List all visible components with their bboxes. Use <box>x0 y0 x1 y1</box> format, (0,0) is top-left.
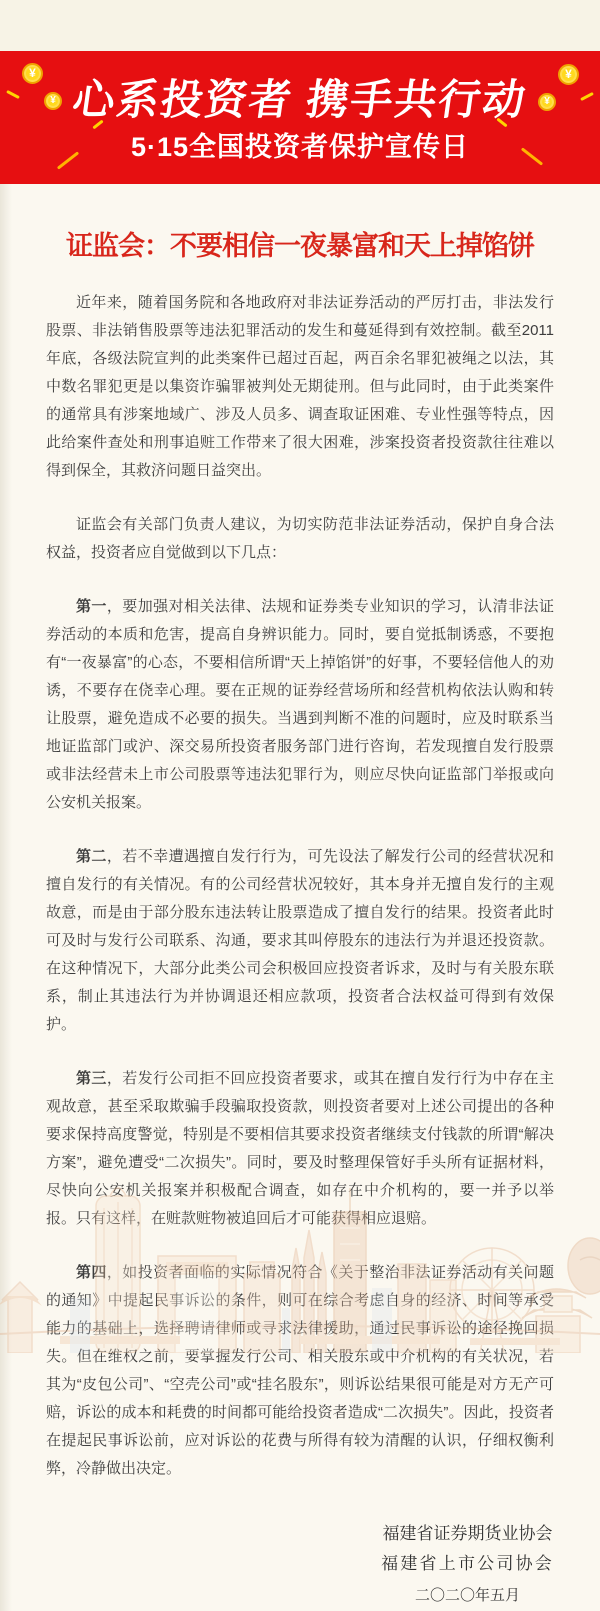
paragraph-point-3 <box>46 1065 554 1233</box>
paragraph-text: ，若不幸遭遇擅自发行行为，可先设法了解发行公司的经营状况和擅自发行的有关情况。有的公司经营状况较好，其本身并无擅自发行的主观故意，而是由于部分股东违法转让股票造成了擅自发行的结果。投资者此时可及时与发行公司联系、沟通，要求其叫停股东的违法行为并退还投资款。在这种情况下，大部分此类公司会积极回应投资者诉求，及时与有关股东联系，制止其违法行为并协调退还相应款项，投资者合法权益可得到有效保护。 <box>46 848 554 1033</box>
paragraph-lead: 第三 <box>76 1070 107 1087</box>
paragraph-text: ，若发行公司拒不回应投资者要求，或其在擅自发行行为中存在主观故意，甚至采取欺骗手段骗取投资款，则投资者要对上述公司提出的各种要求保持高度警觉，特别是不要相信其要求投资者继续支付钱款的所谓“解决方案”，避免遭受“二次损失”。同时，要及时整理保管好手头所有证据材料，尽快向公安机关报案并积极配合调查，如存在中介机构的，要一并予以举报。只有这样，在赃款赃物被追回后才可能获得相应退赔。 <box>46 1070 554 1227</box>
paragraph-text: ，要加强对相关法律、法规和证券类专业知识的学习，认清非法证券活动的本质和危害，提高自身辨识能力。同时，要自觉抵制诱惑，不要抱有“一夜暴富”的心态，不要相信所谓“天上掉馅饼”的好事，不要轻信他人的劝诱，不要存在侥幸心理。要在正规的证券经营场所和经营机构依法认购和转让股票，避免造成不必要的损失。当遇到判断不准的问题时，应及时联系当地证监部门或沪、深交易所投资者服务部门进行咨询，若发现擅自发行股票或非法经营未上市公司股票等违法犯罪行为，则应尽快向证监部门举报或向公安机关报案。 <box>46 598 554 811</box>
banner-title: 心系投资者 携手共行动 <box>69 75 531 123</box>
paragraph-lead: 第四 <box>76 1264 107 1281</box>
paragraph-intro <box>46 289 554 485</box>
signature-block <box>381 1519 554 1611</box>
paragraph-lead: 第一 <box>76 598 107 615</box>
gold-coin-icon: ¥ <box>22 63 43 84</box>
paragraph-text: 近年来，随着国务院和各地政府对非法证券活动的严厉打击，非法发行股票、非法销售股票等违法犯罪活动的发生和蔓延得到有效控制。截至2011年底，各级法院宣判的此类案件已超过百起，两百余名罪犯被绳之以法，其中数名罪犯更是以集资诈骗罪被判处无期徒刑。但与此同时，由于此类案件的通常具有涉案地域广、涉及人员多、调查取证困难、专业性强等特点，因此给案件查处和刑事追赃工作带来了很大困难，涉案投资者投资款往往难以得到保全，其救济问题日益突出。 <box>46 294 554 479</box>
paragraph-point-1 <box>46 593 554 817</box>
article-title: 证监会：不要相信一夜暴富和天上掉馅饼 <box>66 231 534 261</box>
paragraph-advice <box>46 511 554 567</box>
gold-coin-icon: ¥ <box>538 93 556 111</box>
signature-org-2: 福建省上市公司协会 <box>381 1554 554 1573</box>
paragraph-lead: 第二 <box>76 848 107 865</box>
left-edge-shadow <box>0 184 12 1611</box>
gold-coin-icon: ¥ <box>558 64 579 85</box>
top-margin <box>0 0 600 51</box>
paragraph-text: ，如投资者面临的实际情况符合《关于整治非法证券活动有关问题的通知》中提起民事诉讼的条件，则可在综合考虑自身的经济、时间等承受能力的基础上，选择聘请律师或寻求法律援助，通过民事诉讼的途径挽回损失。但在维权之前，要掌握发行公司、相关股东或中介机构的有关状况，若其为“皮包公司”、“空壳公司”或“挂名股东”，则诉讼结果很可能是对方无产可赔，诉讼的成本和耗费的时间都可能给投资者造成“二次损失”。因此，投资者在提起民事诉讼前，应对诉讼的花费与所得有较为清醒的认识，仔细权衡利弊，冷静做出决定。 <box>46 1264 554 1477</box>
spark-icon <box>6 90 20 99</box>
signature-area <box>46 1519 554 1611</box>
spark-icon <box>521 147 543 165</box>
signature-date: 二〇二〇年五月 <box>415 1587 521 1604</box>
spark-icon <box>57 151 79 169</box>
paragraph-point-2 <box>46 843 554 1039</box>
article-body <box>0 184 600 1611</box>
paragraph-text: 证监会有关部门负责人建议，为切实防范非法证券活动，保护自身合法权益，投资者应自觉做到以下几点： <box>46 516 554 561</box>
paragraph-point-4 <box>46 1259 554 1483</box>
spark-icon <box>580 92 594 101</box>
banner <box>0 51 600 184</box>
signature-org-1: 福建省证券期货业协会 <box>382 1524 553 1543</box>
gold-coin-icon: ¥ <box>44 92 62 110</box>
banner-subtitle: 5·15全国投资者保护宣传日 <box>130 131 470 162</box>
